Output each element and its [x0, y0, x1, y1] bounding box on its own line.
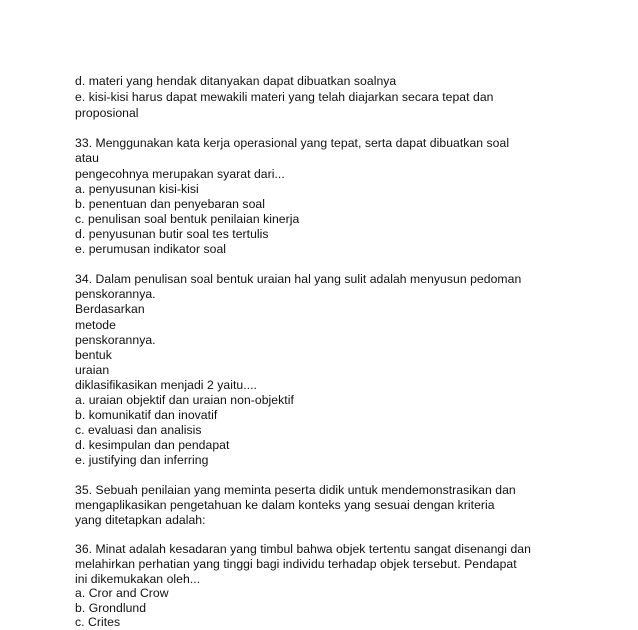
- q32-option-e: e. kisi-kisi harus dapat mewakili materi yang telah diajarkan secara tepat dan: [75, 90, 494, 104]
- q33-option-c: c. penulisan soal bentuk penilaian kinerja: [75, 212, 300, 226]
- q35-question: 35. Sebuah penilaian yang meminta peserta didik untuk mendemonstrasikan dan: [75, 483, 516, 497]
- q35-question-continued: yang ditetapkan adalah:: [75, 513, 206, 527]
- q36-option-c: c. Crites: [75, 615, 121, 629]
- q34-option-a: a. uraian objektif dan uraian non-objektif: [75, 393, 294, 407]
- q34-option-b: b. komunikatif dan inovatif: [75, 408, 218, 422]
- q33-question: 33. Menggunakan kata kerja operasional yang tepat, serta dapat dibuatkan soal: [75, 136, 510, 150]
- q36-question-continued: melahirkan perhatian yang tinggi bagi individu terhadap objek tersebut. Pendapat: [75, 557, 517, 571]
- q33-option-e: e. perumusan indikator soal: [75, 242, 227, 256]
- q36-question: 36. Minat adalah kesadaran yang timbul bahwa objek tertentu sangat disenangi dan: [75, 542, 531, 556]
- q36-option-a: a. Cror and Crow: [75, 586, 169, 600]
- q33-question-continued: atau: [75, 151, 99, 165]
- q33-option-b: b. penentuan dan penyebaran soal: [75, 197, 265, 211]
- q34-option-c: c. evaluasi dan analisis: [75, 423, 202, 437]
- q33-option-a: a. penyusunan kisi-kisi: [75, 182, 199, 196]
- q34-option-e: e. justifying dan inferring: [75, 453, 209, 467]
- q36-option-b: b. Grondlund: [75, 601, 147, 615]
- q33-question-continued: pengecohnya merupakan syarat dari...: [75, 167, 285, 181]
- q32-option-e-continued: proposional: [75, 106, 139, 120]
- q34-option-d: d. kesimpulan dan pendapat: [75, 438, 230, 452]
- q34-question-continued: Berdasarkan: [75, 302, 145, 316]
- q34-question-continued: diklasifikasikan menjadi 2 yaitu....: [75, 378, 257, 392]
- q34-question-continued: bentuk: [75, 348, 112, 362]
- q34-question: 34. Dalam penulisan soal bentuk uraian hal yang sulit adalah menyusun pedoman: [75, 272, 522, 286]
- q34-question-continued: uraian: [75, 363, 110, 377]
- q33-option-d: d. penyusunan butir soal tes tertulis: [75, 227, 269, 241]
- q34-question-continued: penskorannya.: [75, 287, 156, 301]
- q34-question-continued: penskorannya.: [75, 333, 156, 347]
- q35-question-continued: mengaplikasikan pengetahuan ke dalam konteks yang sesuai dengan kriteria: [75, 498, 495, 512]
- q34-question-continued: metode: [75, 318, 116, 332]
- q32-option-d: d. materi yang hendak ditanyakan dapat dibuatkan soalnya: [75, 74, 397, 88]
- q36-question-continued: ini dikemukakan oleh...: [75, 572, 201, 586]
